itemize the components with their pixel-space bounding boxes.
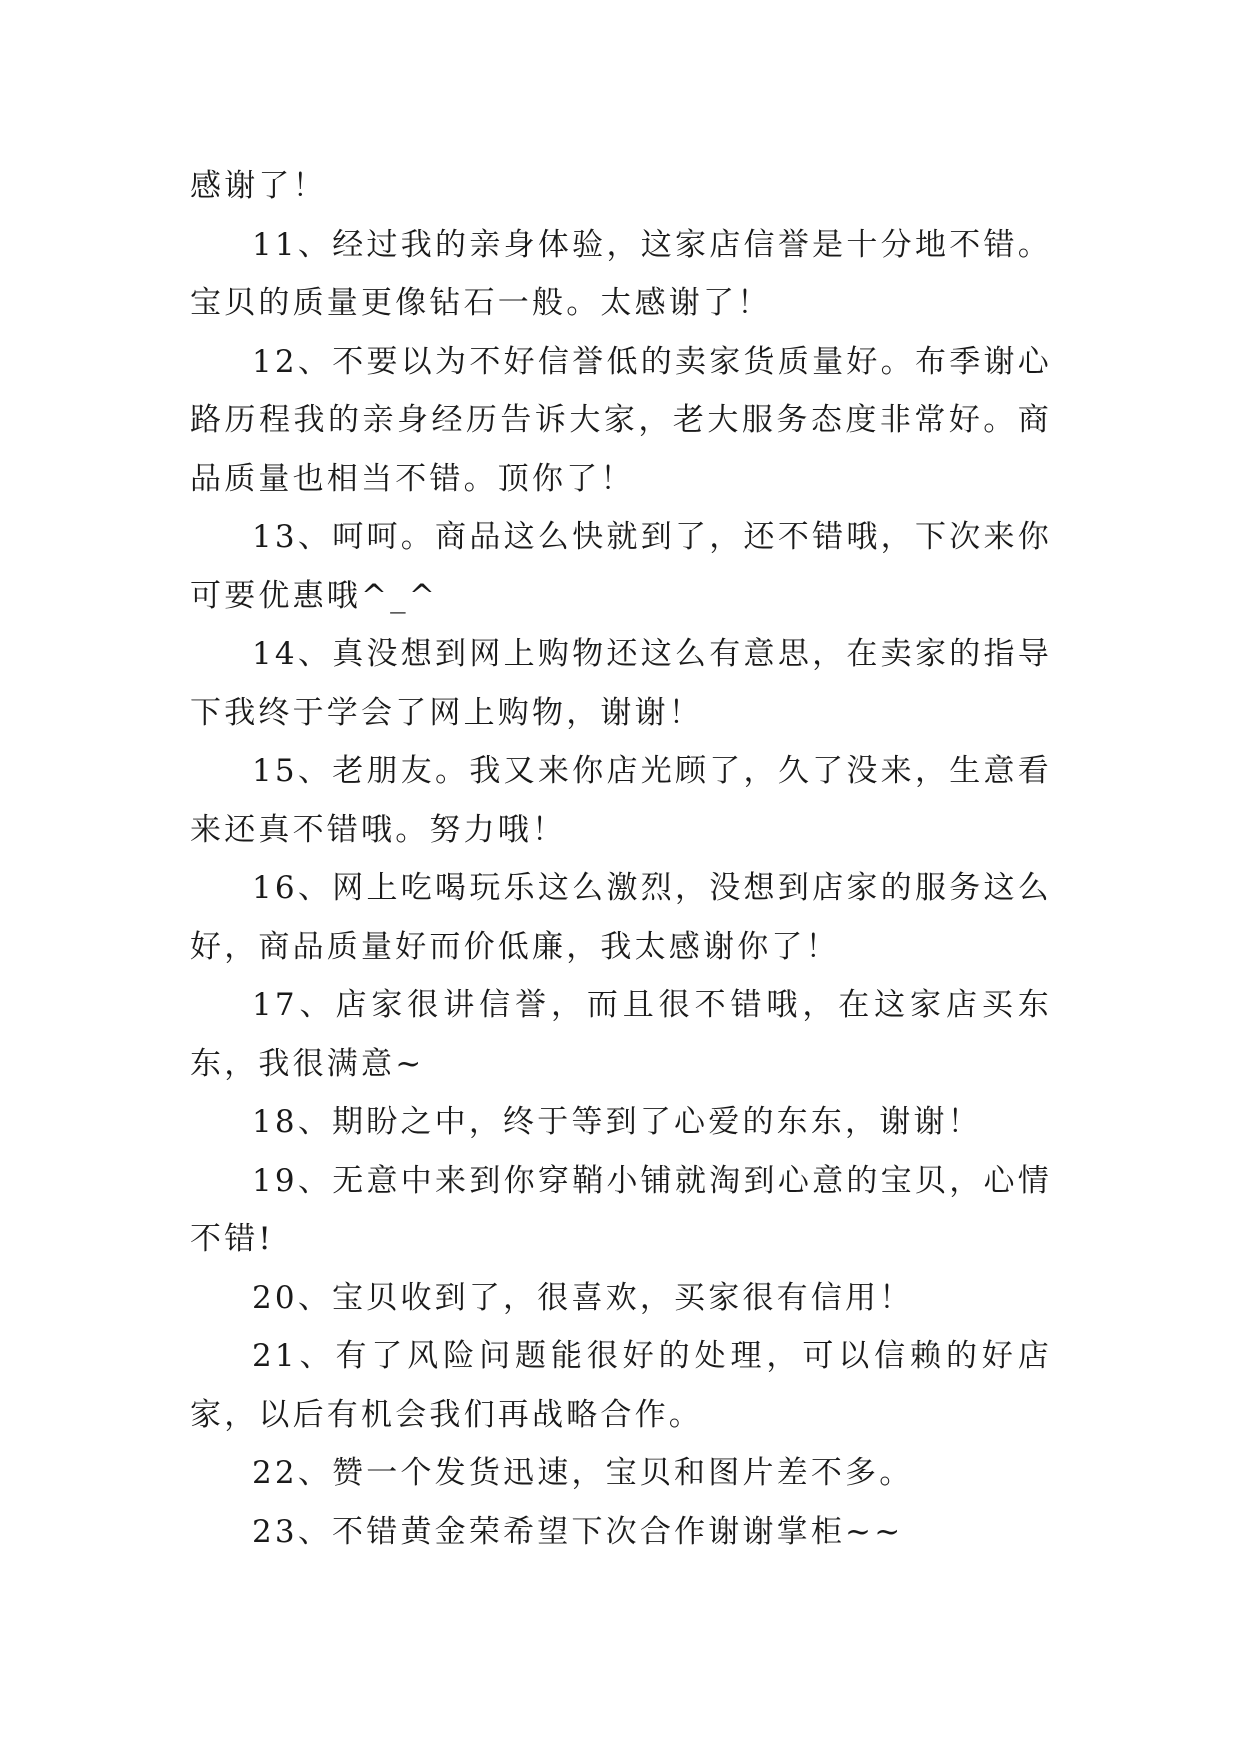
paragraph-11: 11、经过我的亲身体验，这家店信誉是十分地不错。宝贝的质量更像钻石一般。太感谢了！ [190, 226, 1052, 321]
paragraph-12: 12、不要以为不好信誉低的卖家货质量好。布季谢心路历程我的亲身经历告诉大家，老大服务态度非常好。商品质量也相当不错。顶你了！ [190, 343, 1052, 497]
paragraph-15: 15、老朋友。我又来你店光顾了，久了没来，生意看来还真不错哦。努力哦！ [190, 753, 1052, 848]
paragraph-20: 20、宝贝收到了，很喜欢，买家很有信用！ [252, 1279, 914, 1316]
paragraph-19: 19、无意中来到你穿鞘小铺就淘到心意的宝贝，心情不错! [190, 1162, 1052, 1257]
paragraph-17: 17、店家很讲信誉，而且很不错哦，在这家店买东东，我很满意~ [190, 987, 1052, 1082]
paragraph-16: 16、网上吃喝玩乐这么激烈，没想到店家的服务这么好，商品质量好而价低廉，我太感谢你了！ [190, 870, 1052, 965]
document-body [190, 157, 1052, 1561]
paragraph-13: 13、呵呵。商品这么快就到了，还不错哦，下次来你可要优惠哦^_^ [190, 519, 1052, 614]
paragraph-23: 23、不错黄金荣希望下次合作谢谢掌柜~~ [252, 1513, 904, 1550]
paragraph-21: 21、有了风险问题能很好的处理，可以信赖的好店家，以后有机会我们再战略合作。 [190, 1338, 1052, 1433]
paragraph-18: 18、期盼之中，终于等到了心爱的东东，谢谢！ [252, 1104, 982, 1140]
paragraph-22: 22、赞一个发货迅速，宝贝和图片差不多。 [252, 1455, 914, 1491]
paragraph-14: 14、真没想到网上购物还这么有意思，在卖家的指导下我终于学会了网上购物，谢谢！ [190, 636, 1052, 731]
paragraph-continuation: 感谢了！ [190, 168, 327, 204]
